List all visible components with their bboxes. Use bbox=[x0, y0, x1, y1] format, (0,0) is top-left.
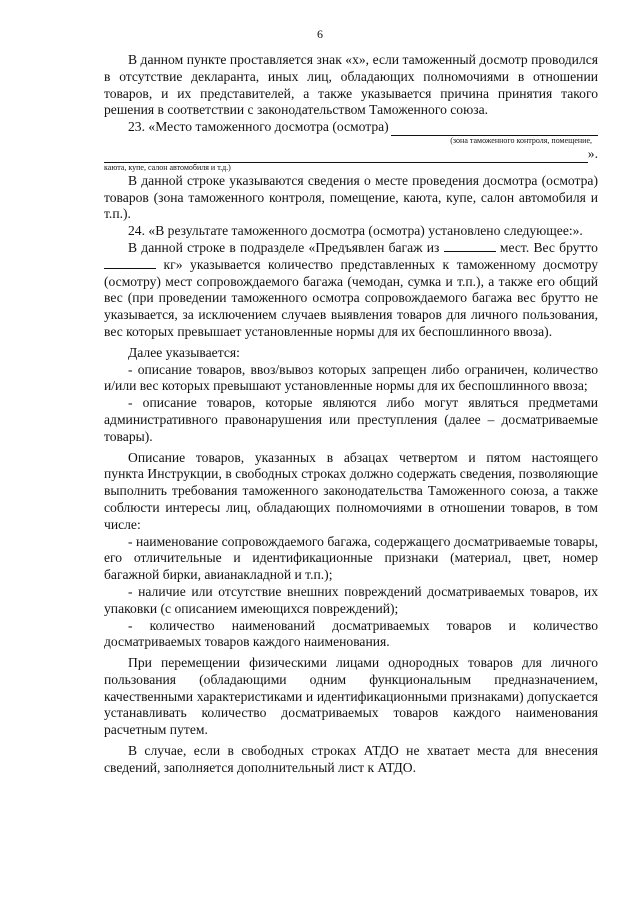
weight-blank bbox=[104, 257, 156, 269]
page-number: 6 bbox=[317, 27, 323, 41]
field-23-label: 23. «Место таможенного досмотра (осмотра) bbox=[128, 119, 389, 135]
field-23-underline bbox=[391, 122, 598, 136]
paragraph-11: - наличие или отсутствие внешних повреждений досматриваемых товаров, их упаковки (с описанием имеющихся повреждений); bbox=[104, 583, 598, 616]
field-23-underline-2 bbox=[104, 150, 588, 163]
paragraph-4: 24. «В результате таможенного досмотра (осмотра) установлено следующее:». bbox=[128, 223, 583, 239]
field-23-caption-1: (зона таможенного контроля, помещение, bbox=[450, 135, 592, 145]
paragraph-9-line-1: Описание товаров, указанных в абзацах четвертом и пятом настоящего bbox=[128, 449, 598, 465]
places-blank bbox=[444, 240, 496, 252]
paragraph-3: В данной строке указываются сведения о месте проведения досмотра (осмотра) товаров (зона таможенного контроля, помещение, каюта, купе, салон автомобиля и т.п.). bbox=[104, 172, 598, 222]
paragraph-8: - описание товаров, которые являются либо могут являться предметами административного правонарушения или преступления (далее – досматриваемые товары). bbox=[104, 395, 598, 444]
paragraph-5-part-c: кг» указывается количество представленных к таможенному досмотру (осмотру) мест сопровождаемого багажа (чемодан, сумка и т.п.), а также его общий вес (при проведении таможенного осмотра сопровождаемого багажа вес брутто не указывается, за исключением случаев выявления товаров для личного пользования, вес которых превышает установленные нормы для их беспошлинного ввоза). bbox=[104, 256, 598, 339]
field-23-caption-2: каюта, купе, салон автомобиля и т.д.) bbox=[104, 162, 231, 172]
paragraph-10: - наименование сопровождаемого багажа, содержащего досматриваемые товары, его отличительные и идентификационные признаки (материал, цвет, номер багажной бирки, авианакладной и т.п.); bbox=[104, 533, 598, 583]
field-23-line bbox=[104, 119, 598, 136]
paragraph-5-part-a: В данной строке в подразделе «Предъявлен багаж из bbox=[128, 239, 440, 255]
paragraph-5 bbox=[104, 240, 598, 341]
paragraph-13: При перемещении физическими лицами однородных товаров для личного пользования (обладающими одним функциональным предназначением, качественными характеристиками и идентификационными признаками) допускается устанавливать количество досматриваемых товаров каждого наименования расчетным путем. bbox=[104, 655, 598, 738]
paragraph-7: - описание товаров, ввоз/вывоз которых запрещен либо ограничен, количество и/или вес которых превышают установленные нормы для их беспошлинного ввоза; bbox=[104, 361, 598, 394]
field-23-line-2 bbox=[104, 146, 598, 163]
paragraph-12: - количество наименований досматриваемых товаров и количество досматриваемых товаров каждого наименования. bbox=[104, 617, 598, 650]
paragraph-6: Далее указывается: bbox=[128, 344, 240, 360]
paragraph-9: пункта Инструкции, в свободных строках должно содержать сведения, позволяющие выполнить требования таможенного законодательства Таможенного союза, а также соблюсти интересы лиц, обладающих полномочиями в отношении товаров, в том числе: bbox=[104, 466, 598, 532]
document-body bbox=[104, 52, 598, 777]
paragraph-5-part-b: мест. Вес брутто bbox=[499, 239, 598, 255]
paragraph-14: В случае, если в свободных строках АТДО не хватает места для внесения сведений, заполняется дополнительный лист к АТДО. bbox=[104, 743, 598, 775]
paragraph-1: В данном пункте проставляется знак «х», если таможенный досмотр проводился в отсутствие декларанта, иных лиц, обладающих полномочиями в отношении товаров, и их представителей, а также указывается причина принятия такого решения в соответствии с законодательством Таможенного союза. bbox=[104, 52, 598, 118]
field-23-end: ». bbox=[587, 145, 598, 161]
